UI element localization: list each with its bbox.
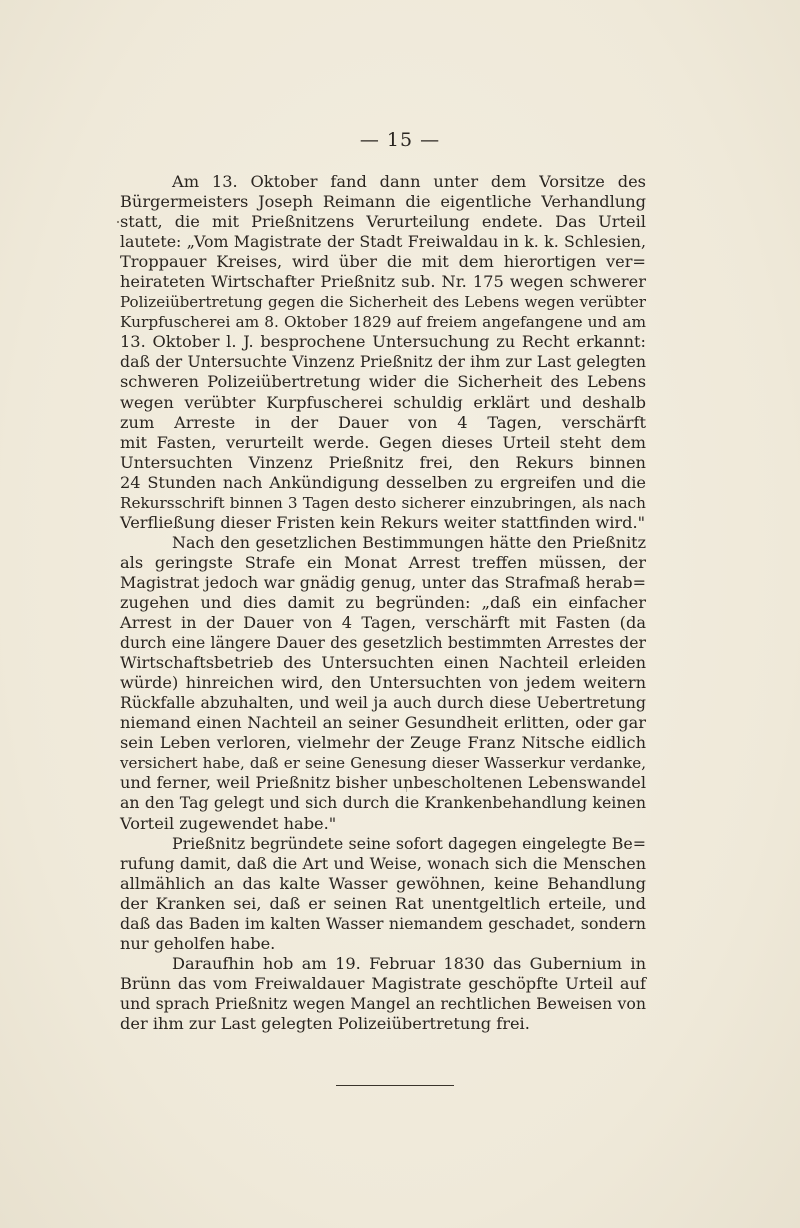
text-line: zugehen und dies damit zu begründen: „daß ein einfacher [120,592,646,612]
text-line: sein Leben verloren, vielmehr der Zeuge Franz Nitsche eidlich [120,733,646,753]
text-line: Untersuchten Vinzenz Prießnitz frei, den Rekurs binnen [120,452,646,472]
text-line: daß der Untersuchte Vinzenz Prießnitz der ihm zur Last gelegten [120,352,646,372]
section-end-rule [336,1085,454,1086]
text-line: Rückfalle abzuhalten, und weil ja auch durch diese Uebertretung [120,693,646,713]
text-line: niemand einen Nachteil an seiner Gesundheit erlitten, oder gar [120,713,646,733]
text-line: mit Fasten, verurteilt werde. Gegen dieses Urteil steht dem [120,432,646,452]
text-line: Am 13. Oktober fand dann unter dem Vorsitze des [172,172,646,191]
text-line: als geringste Strafe ein Monat Arrest treffen müssen, der [120,552,646,572]
text-line: Troppauer Kreises, wird über die mit dem hierortigen ver= [120,252,646,272]
text-line: schweren Polizeiübertretung wider die Sicherheit des Lebens [120,372,646,392]
body-text [120,172,646,1034]
page-number: — 15 — [359,129,441,151]
text-line: durch eine längere Dauer des gesetzlich bestimmten Arrestes der [120,633,646,653]
text-line: und sprach Prießnitz wegen Mangel an rechtlichen Beweisen von [120,993,646,1013]
text-line: Daraufhin hob am 19. Februar 1830 das Gubernium in [172,953,646,973]
text-line: Vorteil zugewendet habe." [120,813,337,833]
text-line: heirateten Wirtschafter Prießnitz sub. Nr. 175 wegen schwerer [120,272,646,292]
text-line: und ferner, weil Prießnitz bisher unbescholtenen Lebenswandel [120,773,646,793]
text-line: Verfließung dieser Fristen kein Rekurs weiter stattfinden wird." [120,512,646,532]
paper-speck [117,221,119,223]
text-line: Kurpfuscherei am 8. Oktober 1829 auf freiem angefangene und am [120,313,646,332]
text-line: würde) hinreichen wird, den Untersuchten von jedem weitern [120,673,646,693]
text-line: Nach den gesetzlichen Bestimmungen hätte den Prießnitz [172,532,646,552]
text-line: Brünn das vom Freiwaldauer Magistrate geschöpfte Urteil auf [120,973,646,993]
text-line: Arrest in der Dauer von 4 Tagen, verschärft mit Fasten (da [120,613,646,633]
text-line: nur geholfen habe. [120,933,276,953]
text-line: Prießnitz begründete seine sofort dagegen eingelegte Be= [172,833,646,853]
text-line: an den Tag gelegt und sich durch die Krankenbehandlung keinen [120,793,646,813]
text-line: zum Arreste in der Dauer von 4 Tagen, verschärft [120,412,646,432]
text-line: Polizeiübertretung gegen die Sicherheit des Lebens wegen verübter [120,293,646,312]
paper-speck [406,783,407,792]
text-line: wegen verübter Kurpfuscherei schuldig erklärt und deshalb [120,392,646,412]
text-line: statt, die mit Prießnitzens Verurteilung endete. Das Urteil [120,212,646,232]
text-line: lautete: „Vom Magistrate der Stadt Freiwaldau in k. k. Schlesien, [120,232,646,252]
text-line: Bürgermeisters Joseph Reimann die eigentliche Verhandlung [120,192,646,212]
text-line: der Kranken sei, daß er seinen Rat unentgeltlich erteile, und [120,893,646,913]
text-line: daß das Baden im kalten Wasser niemandem geschadet, sondern [120,913,646,933]
text-line: der ihm zur Last gelegten Polizeiübertretung frei. [120,1013,530,1033]
text-line: 13. Oktober l. J. besprochene Untersuchung zu Recht erkannt: [120,332,646,352]
text-line: rufung damit, daß die Art und Weise, wonach sich die Menschen [120,853,646,873]
text-line: Rekursschrift binnen 3 Tagen desto sicherer einzubringen, als nach [120,493,646,512]
text-line: 24 Stunden nach Ankündigung desselben zu ergreifen und die [120,472,646,492]
text-line: Magistrat jedoch war gnädig genug, unter das Strafmaß herab= [120,572,646,592]
text-line: versichert habe, daß er seine Genesung dieser Wasserkur verdanke, [120,754,646,773]
text-line: Wirtschaftsbetrieb des Untersuchten einen Nachteil erleiden [120,653,646,673]
text-line: allmählich an das kalte Wasser gewöhnen, keine Behandlung [120,873,646,893]
